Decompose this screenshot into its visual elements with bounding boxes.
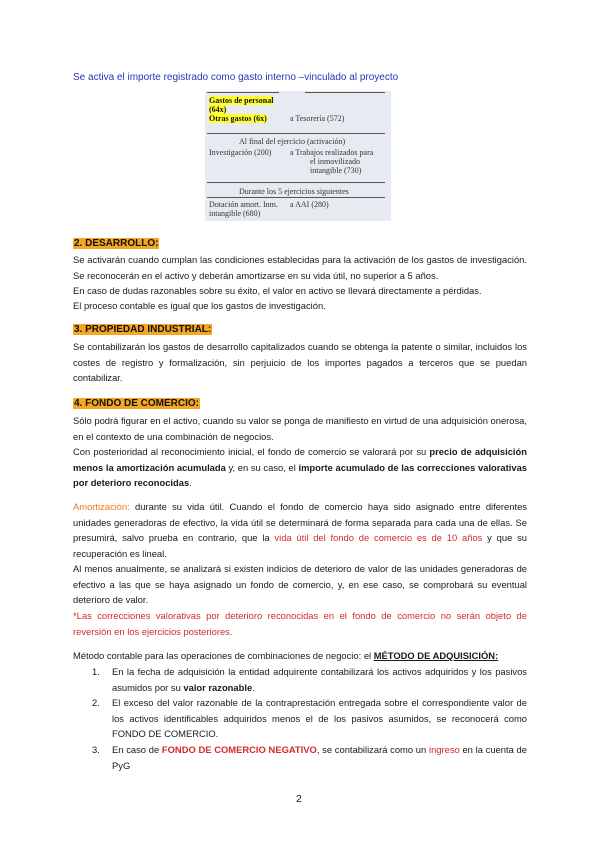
list-item: 3. En caso de FONDO DE COMERCIO NEGATIVO, se contabilizará como un ingreso en la cuenta de PyG bbox=[92, 744, 527, 771]
journal-trabajos: a Trabajos realizados para bbox=[290, 148, 374, 157]
journal-730: intangible (730) bbox=[310, 166, 362, 175]
method-line: Método contable para las operaciones de combinaciones de negocio: el MÉTODO DE ADQUISICIÓN: bbox=[73, 650, 499, 661]
section-2-paragraph-3: El proceso contable es igual que los gastos de investigación. bbox=[73, 300, 326, 311]
journal-header-2: Al final del ejercicio (activación) bbox=[239, 137, 346, 146]
journal-dotacion: Dotación amort. Inm. bbox=[209, 200, 278, 209]
journal-entry-image bbox=[205, 91, 391, 221]
section-2-paragraph-1: Se activarán cuando cumplan las condiciones establecidas para la activación de los gastos de investigación. Se reconocerán en el activo y deberán amortizarse en su vida útil, no superior a 5 años. bbox=[73, 254, 527, 281]
journal-investigacion: Investigación (200) bbox=[209, 148, 272, 157]
page-number: 2 bbox=[296, 793, 302, 805]
journal-aai: a AAI (280) bbox=[290, 200, 329, 209]
section-4-paragraph-1: Sólo podrá figurar en el activo, cuando su valor se ponga de manifiesto en virtud de una adquisición onerosa, en el contexto de una combinación de negocios. bbox=[73, 415, 527, 442]
section-3-paragraph-1: Se contabilizarán los gastos de desarrollo capitalizados cuando se obtenga la patente o similar, incluidos los costes de registro y formalización, sin perjuicio de los importes pagados a terceros que se puedan contabilizar. bbox=[73, 341, 527, 384]
journal-tesoreria: a Tesorería (572) bbox=[290, 114, 345, 123]
journal-personal: Gastos de personal bbox=[209, 96, 274, 105]
journal-inmov: el inmovilizado bbox=[310, 157, 360, 166]
section-3-title: 3. PROPIEDAD INDUSTRIAL: bbox=[74, 324, 212, 335]
journal-64x: (64x) bbox=[209, 105, 227, 114]
journal-680: intangible (680) bbox=[209, 209, 261, 218]
section-4-paragraph-impairment: Al menos anualmente, se analizará si existen indicios de deterioro de valor de las unidades generadoras de efectivo a las que se haya asignado un fondo de comercio, y, en ese caso, se comprobará su eventual deterioro de valor. bbox=[73, 563, 527, 606]
journal-header-3: Durante los 5 ejercicios siguientes bbox=[239, 187, 349, 196]
journal-otros: Otras gastos (6x) bbox=[209, 114, 267, 123]
list-item: 1. En la fecha de adquisición la entidad adquirente contabilizará los activos adquiridos y los pasivos asumidos por su valor razonable. bbox=[92, 666, 527, 693]
intro-line: Se activa el importe registrado como gasto interno –vinculado al proyecto bbox=[73, 72, 399, 83]
list-item: 2. El exceso del valor razonable de la contraprestación entregada sobre el correspondiente valor de los activos identificables adquiridos menos el de los pasivos asumidos, se reconocerá como FONDO DE COMERCIO. bbox=[92, 697, 527, 740]
section-4-paragraph-amortization: Amortización: durante su vida útil. Cuando el fondo de comercio haya sido asignado entre diferentes unidades generadoras de efectivo, la vida útil se determinará de forma separada para cada una de ellas. Se presumirá, salvo prueba en contrario, que la vida útil del fondo de comercio es de 10 años y que su recuperación es lineal. bbox=[73, 501, 527, 559]
section-2-paragraph-2: En caso de dudas razonables sobre su éxito, el valor en activo se llevará directamente a pérdidas. bbox=[73, 285, 482, 296]
section-2-title: 2. DESARROLLO: bbox=[74, 238, 159, 249]
amortization-label: Amortización: bbox=[73, 501, 130, 512]
section-4-paragraph-2: Con posterioridad al reconocimiento inicial, el fondo de comercio se valorará por su precio de adquisición menos la amortización acumulada y, en su caso, el importe acumulado de las correcciones valorativas por deterioro reconocidas. bbox=[73, 446, 528, 489]
section-4-title: 4. FONDO DE COMERCIO: bbox=[74, 398, 200, 409]
section-4-note: *Las correcciones valorativas por deterioro reconocidas en el fondo de comercio no serán objeto de reversión en los ejercicios posteriores. bbox=[73, 610, 527, 637]
